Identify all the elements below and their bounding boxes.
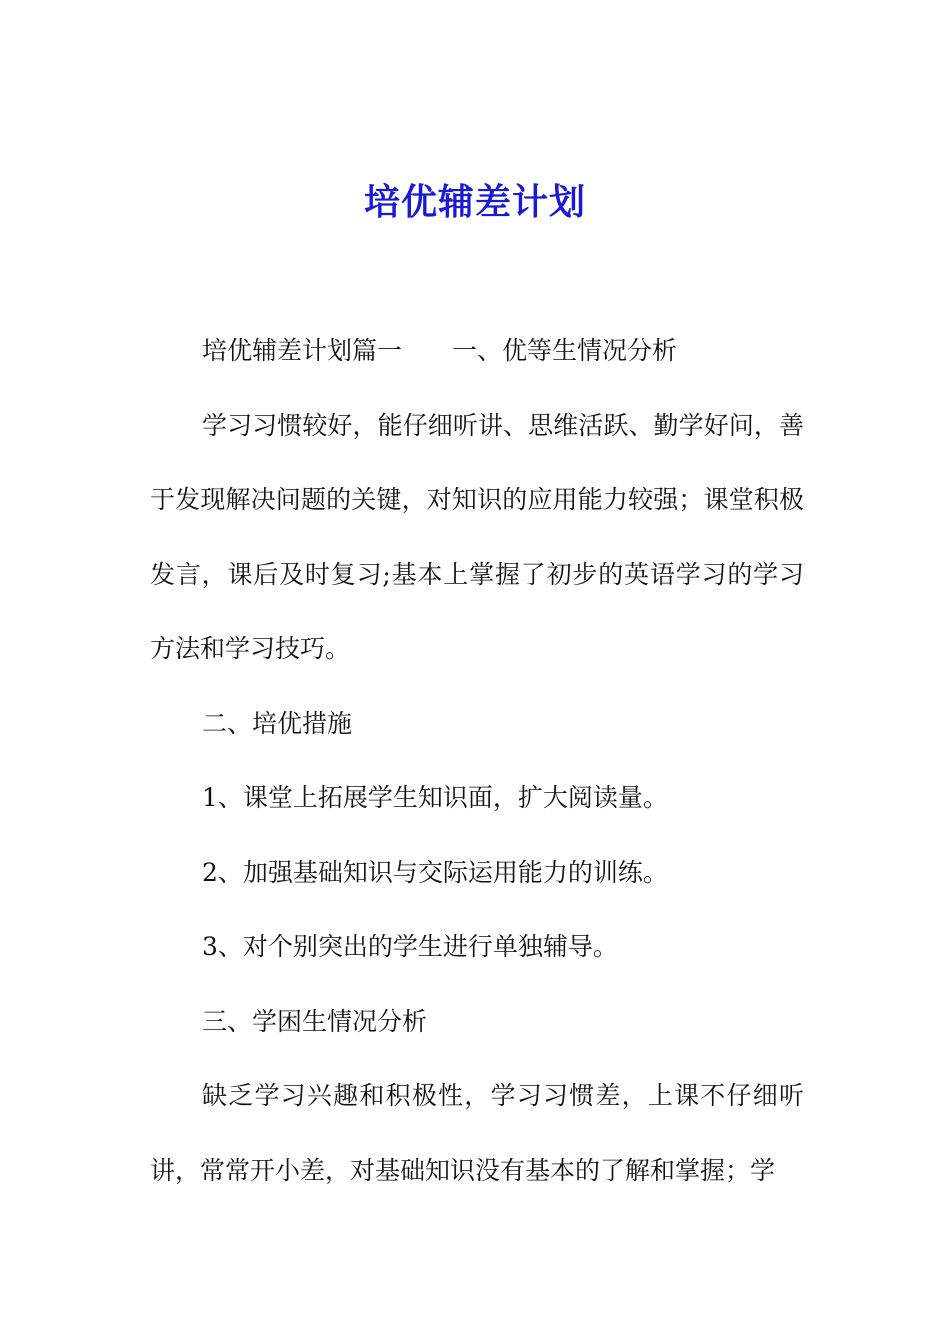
paragraph-struggling-students-analysis: 缺乏学习兴趣和积极性，学习习惯差，上课不仔细听讲，常常开小差，对基础知识没有基本的了解和掌握；学 (150, 1081, 804, 1185)
paragraph-top-students-analysis: 学习习惯较好，能仔细听讲、思维活跃、勤学好问，善于发现解决问题的关键，对知识的应用能力较强；课堂积极发言，课后及时复习;基本上掌握了初步的英语学习的学习方法和学习技巧。 (150, 410, 804, 663)
paragraph-measure-2: 2、加强基础知识与交际运用能力的训练。 (202, 857, 668, 887)
paragraph-measure-3: 3、对个别突出的学生进行单独辅导。 (202, 932, 618, 961)
document-body (150, 314, 804, 1208)
paragraph-measure-1: 1、课堂上拓展学生知识面，扩大阅读量。 (202, 783, 668, 812)
document-title: 培优辅差计划 (363, 181, 586, 223)
paragraph-intro-heading: 培优辅差计划篇一 一、优等生情况分析 (202, 336, 678, 365)
paragraph-section-two-heading: 二、培优措施 (202, 708, 353, 738)
paragraph-section-three-heading: 三、学困生情况分析 (202, 1006, 428, 1036)
